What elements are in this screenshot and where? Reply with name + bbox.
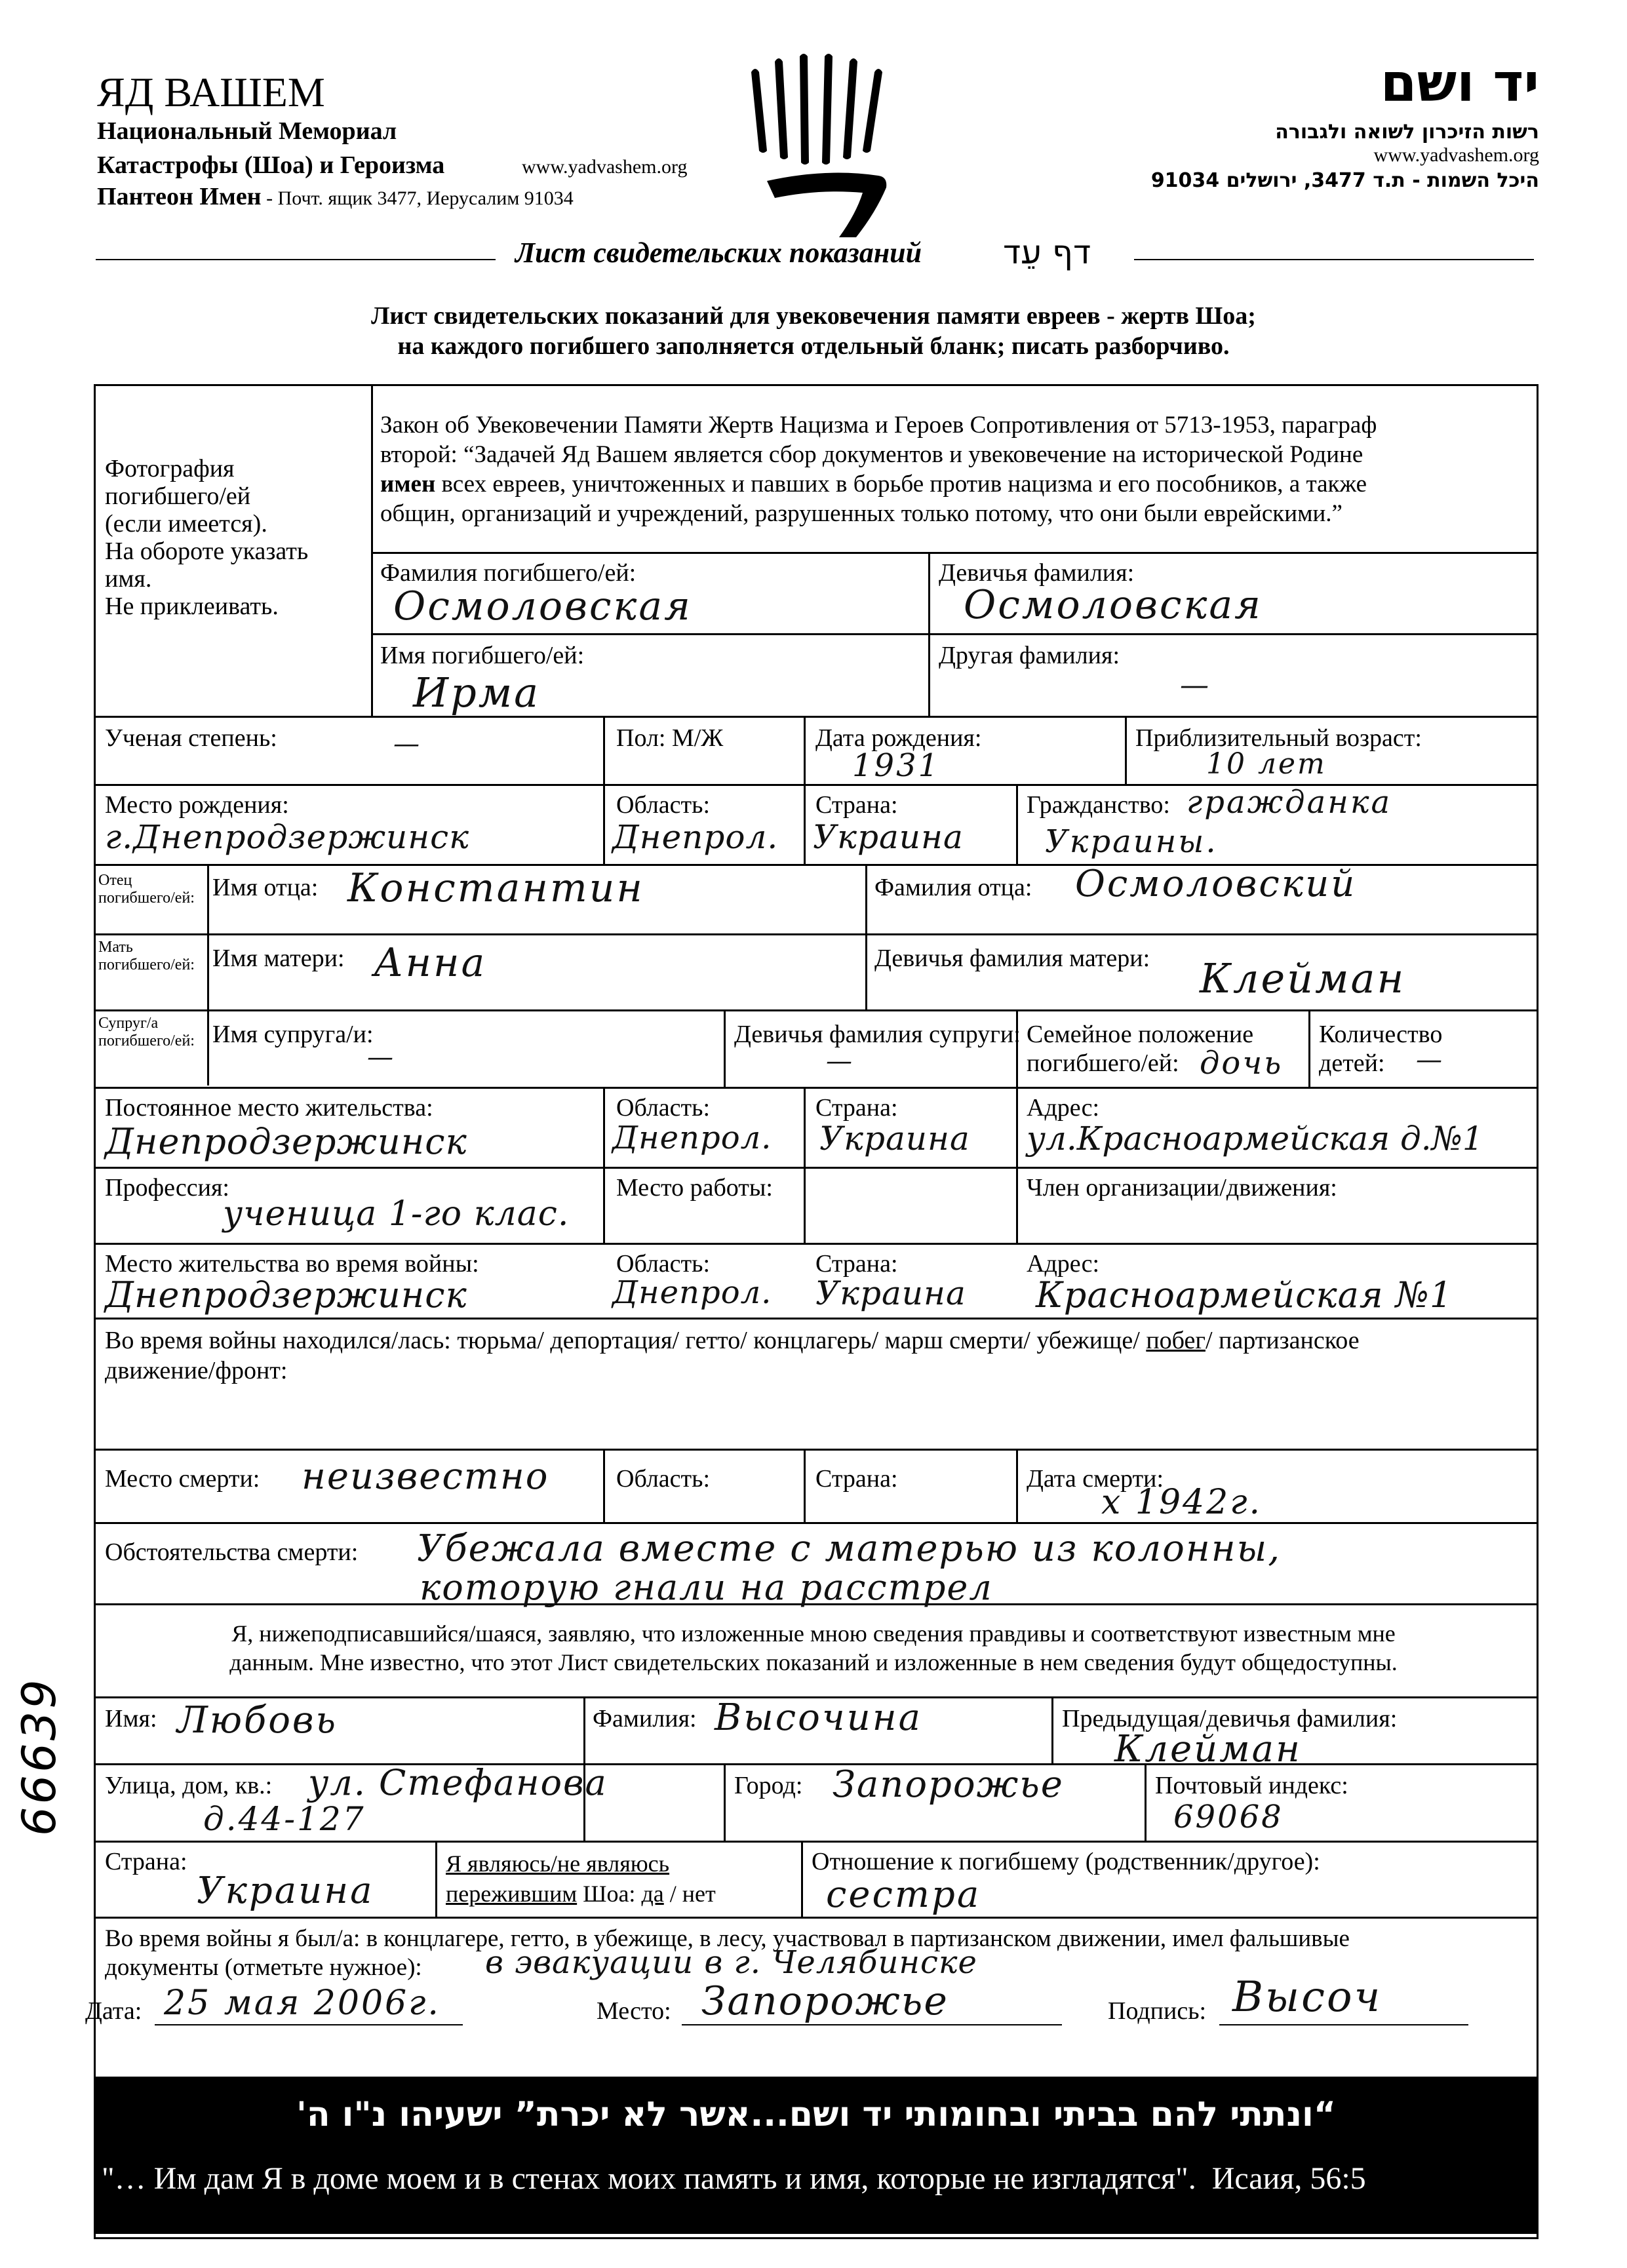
death-region-label: Область: — [616, 1465, 711, 1493]
perm-address-label: Адрес: — [1027, 1094, 1100, 1122]
rule — [435, 1841, 437, 1917]
witness-name-label: Имя: — [105, 1705, 157, 1732]
victim-other-value: — — [1180, 669, 1211, 702]
birth-country-label: Страна: — [815, 791, 898, 819]
victim-maiden-value: Осмоловская — [964, 582, 1263, 628]
ru-line2: Катастрофы (Шоа) и Героизма — [97, 151, 445, 179]
rule — [928, 552, 930, 716]
wartime-selected-escape: побег — [1146, 1327, 1206, 1354]
law-l1: Закон об Увековечении Памяти Жертв Нацизма и Героев Сопротивления от 5713-1953, параграф — [380, 412, 1377, 439]
rule — [804, 1449, 806, 1522]
footer-quote-source: Исаия, 56:5 — [1211, 2161, 1366, 2196]
rule — [603, 1449, 605, 1522]
photo-l2: погибшего/ей — [105, 482, 251, 510]
rule — [94, 1449, 1539, 1451]
profession-value: ученица 1-го клас. — [223, 1194, 570, 1234]
he-title: יד ושם — [1380, 52, 1539, 113]
rule — [724, 1763, 726, 1841]
perm-country-value: Украина — [819, 1120, 970, 1158]
death-date-value: х 1942г. — [1101, 1483, 1262, 1522]
photo-l4: На обороте указать — [105, 538, 309, 565]
footer-banner — [94, 2077, 1539, 2234]
survivor-line2 — [446, 1879, 716, 1909]
citizenship-value-2: Украины. — [1045, 823, 1218, 860]
witness-street-label: Улица, дом, кв.: — [105, 1772, 273, 1799]
citizenship-label: Гражданство: — [1027, 791, 1170, 819]
war-country-label: Страна: — [815, 1250, 898, 1278]
victim-other-label: Другая фамилия: — [939, 642, 1120, 669]
membership-label: Член организации/движения: — [1027, 1174, 1337, 1202]
rule — [94, 933, 1539, 935]
ru-line1: Национальный Мемориал — [97, 117, 397, 145]
marital-label-2: погибшего/ей: — [1027, 1049, 1179, 1077]
rule — [1308, 1009, 1310, 1087]
war-country-value: Украина — [815, 1274, 966, 1312]
photo-l1: Фотография — [105, 455, 235, 482]
father-name-value: Константин — [347, 865, 644, 911]
sign-place-line — [682, 2024, 1062, 2025]
birthplace-value: г.Днепродзержинск — [105, 818, 470, 856]
witness-war-l1: Во время войны я был/а: в концлагере, гетто, в убежище, в лесу, участвовал в партизанском движении, имел фальшивые — [105, 1925, 1350, 1952]
marital-label-1: Семейное положение — [1027, 1021, 1254, 1048]
wartime-line1-post: / партизанское — [1205, 1327, 1360, 1354]
children-label-2: детей: — [1319, 1049, 1385, 1077]
wartime-status — [105, 1325, 1360, 1386]
witness-zip-label: Почтовый индекс: — [1155, 1772, 1348, 1799]
war-address-label: Адрес: — [1027, 1250, 1100, 1278]
birth-country-value: Украина — [813, 818, 964, 856]
mother-maiden-label: Девичья фамилия матери: — [874, 945, 1150, 972]
age-label: Приблизительный возраст: — [1135, 724, 1422, 752]
law-l3-rest: всех евреев, уничтоженных и павших в борьбе против нацизма и его пособников, а также — [435, 471, 1367, 498]
birth-region-label: Область: — [616, 791, 711, 819]
marital-value: дочь — [1200, 1045, 1284, 1082]
survivor-line1: Я являюсь/не являюсь — [446, 1850, 670, 1877]
declaration-l1: Я, нижеподписавшийся/шаяся, заявляю, что изложенные мною сведения правдивы и соответствуют известным мне — [231, 1620, 1396, 1647]
law-text — [380, 410, 1377, 528]
rule — [94, 1243, 1539, 1245]
he-line1: רשות הזיכרון לשואה ולגבורה — [1275, 121, 1539, 144]
perm-region-label: Область: — [616, 1094, 711, 1122]
form-title: Лист свидетельских показаний — [515, 237, 922, 269]
workplace-label: Место работы: — [616, 1174, 773, 1202]
declaration — [0, 1619, 1627, 1677]
profession-label: Профессия: — [105, 1174, 229, 1202]
rule — [94, 716, 1539, 718]
rule — [371, 552, 1538, 554]
sex-label: Пол: М/Ж — [616, 724, 724, 752]
subtitle-line1: Лист свидетельских показаний для увековечения памяти евреев - жертв Шоа; — [371, 302, 1256, 330]
witness-prev-label: Предыдущая/девичья фамилия: — [1062, 1705, 1398, 1732]
degree-label: Ученая степень: — [105, 724, 277, 752]
photo-l6: Не приклеивать. — [105, 593, 279, 620]
rule — [94, 1318, 1539, 1320]
father-surname-value: Осмоловский — [1075, 863, 1357, 905]
relation-label: Отношение к погибшему (родственник/другое): — [812, 1848, 1320, 1875]
sign-line — [1219, 2024, 1468, 2025]
subtitle-line2: на каждого погибшего заполняется отдельный бланк; писать разборчиво. — [397, 332, 1230, 360]
rule — [724, 1009, 726, 1087]
degree-value: — — [393, 729, 421, 759]
rule — [371, 384, 373, 716]
footer-quote-text: "… Им дам Я в доме моем и в стенах моих память и имя, которые не изгладятся". — [102, 2161, 1196, 2196]
ru-line3 — [97, 182, 574, 211]
witness-surname-value: Высочина — [715, 1696, 923, 1739]
wartime-line1 — [105, 1325, 1360, 1356]
victim-name-value: Ирма — [413, 669, 541, 716]
children-value: — — [1416, 1045, 1444, 1075]
spouse-name-label: Имя супруга/и: — [212, 1021, 374, 1048]
declaration-l2: данным. Мне известно, что этот Лист свидетельских показаний и изложенные в нем сведения будут общедоступны. — [229, 1649, 1398, 1675]
rule — [804, 1087, 806, 1243]
children-label-1: Количество — [1319, 1021, 1443, 1048]
witness-city-value: Запорожье — [833, 1763, 1064, 1806]
perm-residence-value: Днепродзержинск — [105, 1121, 467, 1162]
title-rule-left — [96, 259, 496, 260]
witness-street-value-2: д.44-127 — [203, 1800, 366, 1838]
war-residence-label: Место жительства во время войны: — [105, 1250, 479, 1278]
father-side-label: Отец погибшего/ей: — [98, 872, 195, 907]
rule — [1125, 716, 1127, 784]
war-region-label: Область: — [616, 1250, 711, 1278]
rule — [94, 1009, 1539, 1011]
rule — [1051, 1696, 1053, 1763]
ru-line3-rest: - Почт. ящик 3477, Иерусалим 91034 — [261, 187, 574, 209]
death-circ-value-2: которую гнали на расстрел — [420, 1567, 993, 1608]
witness-war-value: в эвакуации в г. Челябинске — [485, 1944, 977, 1981]
dob-value: 1931 — [852, 747, 941, 784]
death-place-value: неизвестно — [302, 1455, 549, 1498]
rule — [1145, 1763, 1147, 1841]
war-residence-value: Днепродзержинск — [105, 1274, 467, 1316]
sign-date-label: Дата: — [85, 1997, 142, 2025]
rule — [207, 864, 209, 1085]
form-title-hebrew: דף עֵד — [1003, 233, 1091, 271]
perm-residence-label: Постоянное место жительства: — [105, 1094, 433, 1122]
rule — [801, 1841, 803, 1917]
witness-surname-label: Фамилия: — [593, 1705, 697, 1732]
sign-place-label: Место: — [597, 1997, 671, 2025]
perm-region-value: Днепрол. — [612, 1120, 772, 1156]
birth-region-value: Днепрол. — [612, 818, 779, 856]
father-name-label: Имя отца: — [212, 874, 319, 901]
survivor-word: пережившим — [446, 1881, 578, 1907]
victim-surname-label: Фамилия погибшего/ей: — [380, 559, 637, 587]
war-address-value: Красноармейская №1 — [1036, 1274, 1453, 1316]
age-value: 10 лет — [1206, 747, 1327, 781]
sign-label: Подпись: — [1108, 1997, 1207, 2025]
war-region-value: Днепрол. — [612, 1274, 772, 1311]
relation-value: сестра — [826, 1873, 981, 1916]
witness-city-label: Город: — [734, 1772, 803, 1799]
death-circ-label: Обстоятельства смерти: — [105, 1538, 359, 1566]
death-circ-value-1: Убежала вместе с матерью из колонны, — [417, 1527, 1282, 1570]
sign-value: Высоч — [1232, 1973, 1382, 2022]
father-surname-label: Фамилия отца: — [874, 874, 1032, 901]
photo-box-text — [105, 455, 308, 620]
perm-country-label: Страна: — [815, 1094, 898, 1122]
spouse-name-value: — — [367, 1042, 395, 1072]
law-l2: второй: “Задачей Яд Вашем является сбор документов и увековечение на исторической Родине — [380, 441, 1363, 468]
witness-name-value: Любовь — [177, 1699, 338, 1742]
he-website: www.yadvashem.org — [1373, 144, 1539, 166]
photo-l5: имя. — [105, 565, 152, 593]
ru-line3-bold: Пантеон Имен — [97, 183, 262, 210]
law-l3 — [380, 469, 1377, 499]
victim-name-label: Имя погибшего/ей: — [380, 642, 585, 669]
mother-name-value: Анна — [374, 940, 487, 986]
rule — [603, 716, 605, 864]
witness-zip-value: 69068 — [1173, 1799, 1284, 1835]
death-date-label: Дата смерти: — [1027, 1465, 1164, 1493]
survivor-no: / нет — [663, 1881, 716, 1907]
rule — [94, 1087, 1539, 1089]
victim-surname-value: Осмоловская — [393, 583, 692, 629]
footer-russian-quote — [102, 2160, 1366, 2197]
witness-country-value: Украина — [197, 1869, 374, 1912]
rule — [94, 1917, 1539, 1919]
witness-prev-value: Клейман — [1114, 1728, 1302, 1770]
rule — [804, 716, 806, 864]
rule — [371, 633, 1538, 635]
mother-maiden-value: Клейман — [1200, 954, 1406, 1002]
survivor-shoa: Шоа: — [577, 1881, 642, 1907]
death-place-label: Место смерти: — [105, 1465, 260, 1493]
law-l4: общин, организаций и учреждений, разрушенных только потому, что они были еврейскими.” — [380, 500, 1343, 527]
death-country-label: Страна: — [815, 1465, 898, 1493]
rule — [603, 1087, 605, 1243]
title-rule-right — [1134, 259, 1534, 260]
dob-label: Дата рождения: — [815, 724, 982, 752]
sign-place-value: Запорожье — [701, 1978, 949, 2024]
survivor-status — [446, 1848, 716, 1909]
rule — [94, 1841, 1539, 1843]
survivor-yes: да — [641, 1881, 664, 1907]
rule — [1016, 1449, 1018, 1522]
ru-title: ЯД ВАШЕМ — [97, 69, 325, 115]
witness-street-value-1: ул. Стефанова — [308, 1762, 608, 1803]
mother-name-label: Имя матери: — [212, 945, 345, 972]
victim-maiden-label: Девичья фамилия: — [939, 559, 1135, 587]
rule — [1016, 784, 1018, 864]
sign-date-value: 25 мая 2006г. — [164, 1984, 441, 2023]
spouse-side-label: Супруг/а погибшего/ей: — [98, 1015, 195, 1049]
spouse-maiden-label: Девичья фамилия супруги: — [734, 1021, 1021, 1048]
birthplace-label: Место рождения: — [105, 791, 289, 819]
rule — [94, 1522, 1539, 1524]
ru-website: www.yadvashem.org — [522, 156, 688, 178]
wartime-line1-pre: Во время войны находился/лась: тюрьма/ депортация/ гетто/ концлагерь/ марш смерти/ убежище/ — [105, 1327, 1147, 1354]
photo-l3: (если имеется). — [105, 510, 267, 538]
witness-war-l2: документы (отметьте нужное): — [105, 1954, 422, 1981]
mother-side-label: Мать погибшего/ей: — [98, 939, 195, 973]
perm-address-value: ул.Красноармейская д.№1 — [1027, 1120, 1483, 1158]
sign-date-line — [155, 2024, 463, 2025]
margin-number: 66639 — [12, 1677, 66, 1836]
footer-hebrew-quote: “ונתתי להם בביתי ובחומותי יד ושם...אשר לא יכרת” ישעיהו נ"ו ה' — [296, 2095, 1337, 2134]
rule — [865, 864, 867, 1009]
rule — [1016, 1087, 1018, 1243]
rule — [94, 1167, 1539, 1169]
wartime-line2: движение/фронт: — [105, 1357, 288, 1384]
he-line3: היכל השמות - ת.ד 3477, ירושלים 91034 — [1150, 169, 1539, 192]
spouse-maiden-value: — — [826, 1046, 854, 1076]
law-l3-bold: имен — [380, 471, 436, 498]
yad-vashem-logo — [741, 52, 905, 243]
citizenship-value-1: гражданка — [1186, 784, 1392, 821]
witness-country-label: Страна: — [105, 1848, 187, 1875]
